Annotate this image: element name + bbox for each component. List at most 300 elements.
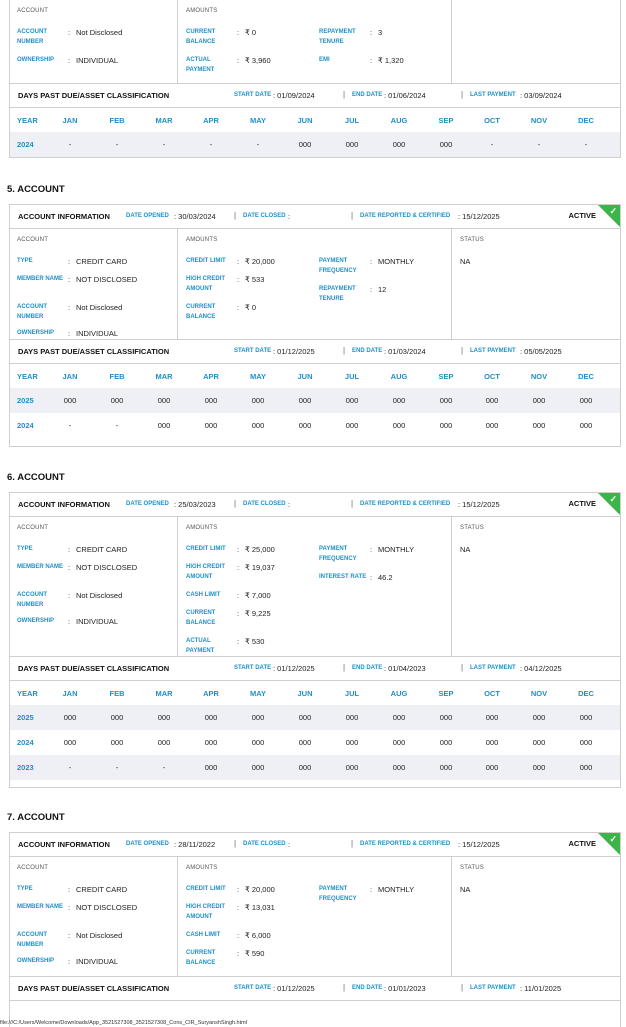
dpd-cell: 000 <box>392 421 406 430</box>
dpd-header-apr: APR <box>203 116 219 125</box>
dpd-cell: 000 <box>392 396 406 405</box>
interest-rate-label: INTEREST RATE <box>319 574 367 580</box>
dpd-cell: 000 <box>345 713 359 722</box>
account-5-title: 5. ACCOUNT <box>7 184 65 195</box>
dpd-cell: 000 <box>204 421 218 430</box>
start-date-label: START DATE <box>234 665 272 671</box>
dpd-grid <box>10 681 620 780</box>
dpd-cell: 000 <box>532 763 546 772</box>
dpd-cell: 000 <box>579 421 593 430</box>
colon: : <box>237 563 240 572</box>
dpd-cell: - <box>115 763 119 772</box>
ownership-value: INDIVIDUAL <box>76 957 119 966</box>
account-4-card <box>9 0 621 158</box>
dpd-header-may: MAY <box>250 372 266 381</box>
type-value: CREDIT CARD <box>76 257 128 266</box>
dpd-header-year: YEAR <box>17 116 38 125</box>
dpd-header-aug: AUG <box>390 689 408 698</box>
date-closed-label: DATE CLOSED <box>243 841 286 847</box>
account-number-label: ACCOUNT NUMBER <box>17 592 47 608</box>
account-7-title: 7. ACCOUNT <box>7 812 65 823</box>
account-number-value: Not Disclosed <box>76 303 123 312</box>
date-reported-value: 15/12/2025 <box>462 500 500 509</box>
status-section-label: STATUS <box>460 237 484 243</box>
dpd-row-2024 <box>10 413 620 438</box>
payment-frequency-value: MONTHLY <box>378 257 415 266</box>
dpd-cell: 000 <box>298 140 312 149</box>
emi-label: EMI <box>319 57 330 63</box>
dpd-row-2024 <box>10 132 620 157</box>
high-credit-value: ₹ 13,031 <box>245 903 275 912</box>
colon: : <box>68 257 71 266</box>
status-column <box>452 0 620 83</box>
dpd-row-2025 <box>10 388 620 413</box>
account-column <box>10 229 178 339</box>
actual-payment-label: ACTUAL PAYMENT <box>186 638 215 654</box>
dpd-header-mar: MAR <box>155 372 173 381</box>
amounts-column <box>178 229 452 339</box>
payment-frequency-label: PAYMENT FREQUENCY <box>319 258 357 274</box>
dpd-year: 2025 <box>17 396 34 405</box>
date-opened-value: 25/03/2023 <box>178 500 216 509</box>
dpd-cell: 000 <box>345 763 359 772</box>
repayment-tenure-label: REPAYMENT TENURE <box>319 29 356 45</box>
account-number-label: ACCOUNT NUMBER <box>17 304 47 320</box>
account-number-value: Not Disclosed <box>76 591 123 600</box>
cash-limit-value: ₹ 6,000 <box>245 931 271 940</box>
last-payment-value: 11/01/2025 <box>524 984 562 993</box>
dpd-cell: 000 <box>345 140 359 149</box>
colon: : <box>237 28 240 37</box>
dpd-cell: 000 <box>345 421 359 430</box>
last-payment-value: 05/05/2025 <box>524 347 562 356</box>
emi-value: ₹ 1,320 <box>378 56 404 65</box>
type-label: TYPE <box>17 258 33 264</box>
type-label: TYPE <box>17 886 33 892</box>
account-section-label: ACCOUNT <box>17 237 49 243</box>
dpd-header-feb: FEB <box>109 116 125 125</box>
dpd-cell: 000 <box>157 713 171 722</box>
dpd-header-jul: JUL <box>344 372 360 381</box>
colon: : <box>68 303 71 312</box>
amounts-column <box>178 517 452 656</box>
date-reported-label: DATE REPORTED & CERTIFIED <box>360 213 451 219</box>
dpd-cell: 000 <box>298 421 312 430</box>
dpd-header-oct: OCT <box>484 689 500 698</box>
dpd-header-mar: MAR <box>155 116 173 125</box>
colon: : <box>68 275 71 284</box>
dpd-year: 2024 <box>17 421 34 430</box>
current-balance-label: CURRENT BALANCE <box>186 29 216 45</box>
credit-limit-label: CREDIT LIMIT <box>186 886 226 892</box>
start-date-value: 01/12/2025 <box>277 664 315 673</box>
dpd-cell: 000 <box>110 396 124 405</box>
end-date-value: 01/01/2023 <box>388 984 426 993</box>
dpd-cell: - <box>490 140 494 149</box>
ownership-value: INDIVIDUAL <box>76 329 119 338</box>
dpd-cell: 000 <box>485 763 499 772</box>
dpd-header-jan: JAN <box>62 372 78 381</box>
dpd-header-may: MAY <box>250 689 266 698</box>
start-date-label: START DATE <box>234 985 272 991</box>
last-payment-value: 03/09/2024 <box>524 91 562 100</box>
account-column <box>10 857 178 976</box>
dpd-grid-header <box>10 364 620 388</box>
colon: : <box>68 617 71 626</box>
dpd-cell: 000 <box>532 396 546 405</box>
colon: : <box>370 56 373 65</box>
dpd-cell: 000 <box>157 421 171 430</box>
repayment-tenure-value: 12 <box>378 285 387 294</box>
dpd-cell: 000 <box>485 738 499 747</box>
high-credit-value: ₹ 19,037 <box>245 563 275 572</box>
type-value: CREDIT CARD <box>76 545 128 554</box>
date-reported-label: DATE REPORTED & CERTIFIED <box>360 501 451 507</box>
dpd-cell: - <box>115 421 119 430</box>
status-value: NA <box>460 885 471 894</box>
date-reported-value: 15/12/2025 <box>462 212 500 221</box>
dpd-header: DAYS PAST DUE/ASSET CLASSIFICATION START DATE : 01/12/2025 | END DATE : 01/03/2024 | LAST PAYMENT : 05/05/2025 <box>10 340 620 364</box>
dpd-cell: 000 <box>110 738 124 747</box>
colon: : <box>370 257 373 266</box>
member-name-value: NOT DISCLOSED <box>76 903 138 912</box>
high-credit-label: HIGH CREDIT AMOUNT <box>186 276 225 292</box>
colon: : <box>237 949 240 958</box>
dpd-header-aug: AUG <box>390 116 408 125</box>
dpd-cell: 000 <box>439 396 453 405</box>
status-section-label: STATUS <box>460 865 484 871</box>
dpd-cell: 000 <box>579 396 593 405</box>
dpd-header-sep: SEP <box>438 689 454 698</box>
high-credit-label: HIGH CREDIT AMOUNT <box>186 904 225 920</box>
repayment-tenure-value: 3 <box>378 28 383 37</box>
date-opened-value: 28/11/2022 <box>178 840 216 849</box>
colon: : <box>68 885 71 894</box>
ownership-label: OWNERSHIP <box>17 330 55 336</box>
type-label: TYPE <box>17 546 33 552</box>
dpd-header-dec: DEC <box>578 116 594 125</box>
dpd-year: 2024 <box>17 140 34 149</box>
amounts-column <box>178 857 452 976</box>
member-name-value: NOT DISCLOSED <box>76 275 138 284</box>
dpd-header-sep: SEP <box>438 116 454 125</box>
dpd-cell: 000 <box>204 763 218 772</box>
account-info-title: ACCOUNT INFORMATION <box>18 840 110 849</box>
credit-limit-label: CREDIT LIMIT <box>186 546 226 552</box>
end-date-label: END DATE <box>352 665 383 671</box>
repayment-tenure-label: REPAYMENT TENURE <box>319 286 356 302</box>
dpd-grid <box>10 108 620 157</box>
dpd-cell: 000 <box>251 421 265 430</box>
dpd-cell: 000 <box>298 763 312 772</box>
date-reported-label: DATE REPORTED & CERTIFIED <box>360 841 451 847</box>
active-badge: ACTIVE <box>568 211 596 220</box>
start-date-value: 01/12/2025 <box>277 347 315 356</box>
dpd-row-2024 <box>10 730 620 755</box>
colon: : <box>68 957 71 966</box>
dpd-cell: 000 <box>485 396 499 405</box>
colon: : <box>68 329 71 338</box>
end-date-label: END DATE <box>352 348 383 354</box>
colon: : <box>370 885 373 894</box>
member-name-label: MEMBER NAME <box>17 564 63 570</box>
colon: : <box>237 637 240 646</box>
end-date-label: END DATE <box>352 985 383 991</box>
account-6-card <box>9 492 621 788</box>
date-opened-label: DATE OPENED <box>126 501 169 507</box>
dpd-title: DAYS PAST DUE/ASSET CLASSIFICATION <box>18 984 170 993</box>
dpd-cell: 000 <box>298 396 312 405</box>
dpd-title: DAYS PAST DUE/ASSET CLASSIFICATION <box>18 91 170 100</box>
dpd-cell: 000 <box>485 421 499 430</box>
payment-frequency-value: MONTHLY <box>378 885 415 894</box>
dpd-cell: - <box>584 140 588 149</box>
end-date-value: 01/04/2023 <box>388 664 426 673</box>
account-6-details <box>10 517 620 657</box>
dpd-year: 2025 <box>17 713 34 722</box>
colon: : <box>68 591 71 600</box>
status-column <box>452 857 620 976</box>
account-column <box>10 517 178 656</box>
member-name-value: NOT DISCLOSED <box>76 563 138 572</box>
dpd-cell: 000 <box>439 713 453 722</box>
ownership-label: OWNERSHIP <box>17 57 55 63</box>
dpd-cell: 000 <box>392 763 406 772</box>
dpd-cell: 000 <box>251 713 265 722</box>
dpd-header-may: MAY <box>250 116 266 125</box>
dpd-grid-header <box>10 108 620 132</box>
dpd-cell: 000 <box>63 713 77 722</box>
dpd-cell: 000 <box>204 738 218 747</box>
colon: : <box>237 591 240 600</box>
dpd-cell: 000 <box>485 713 499 722</box>
dpd-cell: 000 <box>298 738 312 747</box>
start-date-value: 01/12/2025 <box>277 984 315 993</box>
colon: : <box>68 56 71 65</box>
cash-limit-label: CASH LIMIT <box>186 592 221 598</box>
credit-limit-value: ₹ 20,000 <box>245 885 275 894</box>
colon: : <box>237 609 240 618</box>
dpd-header-oct: OCT <box>484 116 500 125</box>
dpd-cell: - <box>68 140 72 149</box>
colon: : <box>237 885 240 894</box>
last-payment-label: LAST PAYMENT <box>470 665 516 671</box>
dpd-header-aug: AUG <box>390 372 408 381</box>
dpd-cell: 000 <box>392 713 406 722</box>
dpd-cell: 000 <box>345 396 359 405</box>
cash-limit-value: ₹ 7,000 <box>245 591 271 600</box>
account-number-value: Not Disclosed <box>76 931 123 940</box>
dpd-title: DAYS PAST DUE/ASSET CLASSIFICATION <box>18 347 170 356</box>
current-balance-label: CURRENT BALANCE <box>186 950 216 966</box>
account-info-header: ACCOUNT INFORMATION DATE OPENED : 30/03/2024 | DATE CLOSED : | DATE REPORTED & CERTIFIED : 15/12/2025 ACTIVE ✓ <box>10 205 620 229</box>
browser-footer-url: file:///C:/Users/Welcome/Downloads/App_3521527308_3521527308_Cons_CIR_SuryanshSingh.html <box>0 1020 247 1026</box>
dpd-cell: 000 <box>392 738 406 747</box>
start-date-label: START DATE <box>234 92 272 98</box>
dpd-header-sep: SEP <box>438 372 454 381</box>
colon: : <box>68 545 71 554</box>
current-balance-value: ₹ 0 <box>245 28 257 37</box>
account-number-value: Not Disclosed <box>76 28 123 37</box>
account-section-label: ACCOUNT <box>17 8 49 14</box>
account-number-label: ACCOUNT NUMBER <box>17 29 47 45</box>
dpd-cell: - <box>162 763 166 772</box>
colon: : <box>237 303 240 312</box>
payment-frequency-label: PAYMENT FREQUENCY <box>319 886 357 902</box>
ownership-value: INDIVIDUAL <box>76 617 119 626</box>
colon: : <box>370 545 373 554</box>
account-info-header: ACCOUNT INFORMATION DATE OPENED : 25/03/2023 | DATE CLOSED : | DATE REPORTED & CERTIFIED : 15/12/2025 ACTIVE ✓ <box>10 493 620 517</box>
dpd-cell: 000 <box>439 140 453 149</box>
dpd-cell: 000 <box>532 421 546 430</box>
account-number-label: ACCOUNT NUMBER <box>17 932 47 948</box>
member-name-label: MEMBER NAME <box>17 904 63 910</box>
colon: : <box>68 931 71 940</box>
colon: : <box>237 56 240 65</box>
start-date-value: 01/09/2024 <box>277 91 315 100</box>
dpd-cell: 000 <box>579 763 593 772</box>
ownership-label: OWNERSHIP <box>17 618 55 624</box>
colon: : <box>68 563 71 572</box>
colon: : <box>370 28 373 37</box>
dpd-cell: 000 <box>157 738 171 747</box>
status-section-label: STATUS <box>460 525 484 531</box>
account-7-card <box>9 832 621 1027</box>
dpd-header-mar: MAR <box>155 689 173 698</box>
dpd-year: 2024 <box>17 738 34 747</box>
dpd-cell: 000 <box>439 421 453 430</box>
check-icon: ✓ <box>609 834 617 844</box>
colon: : <box>237 257 240 266</box>
dpd-header-apr: APR <box>203 689 219 698</box>
last-payment-label: LAST PAYMENT <box>470 92 516 98</box>
dpd-cell: 000 <box>579 738 593 747</box>
dpd-cell: - <box>115 140 119 149</box>
cash-limit-label: CASH LIMIT <box>186 932 221 938</box>
account-6-title: 6. ACCOUNT <box>7 472 65 483</box>
dpd-cell: 000 <box>110 713 124 722</box>
high-credit-value: ₹ 533 <box>245 275 265 284</box>
dpd-cell: - <box>256 140 260 149</box>
dpd-header-nov: NOV <box>530 689 548 698</box>
date-closed-label: DATE CLOSED <box>243 213 286 219</box>
credit-limit-value: ₹ 20,000 <box>245 257 275 266</box>
account-4-details <box>10 0 620 84</box>
amounts-section-label: AMOUNTS <box>186 865 218 871</box>
colon: : <box>237 903 240 912</box>
dpd-year: 2023 <box>17 763 34 772</box>
dpd-grid <box>10 364 620 438</box>
dpd-cell: 000 <box>157 396 171 405</box>
dpd-title: DAYS PAST DUE/ASSET CLASSIFICATION <box>18 664 170 673</box>
last-payment-label: LAST PAYMENT <box>470 985 516 991</box>
payment-frequency-value: MONTHLY <box>378 545 415 554</box>
dpd-cell: 000 <box>251 763 265 772</box>
dpd-cell: - <box>68 763 72 772</box>
account-5-details <box>10 229 620 340</box>
date-closed-label: DATE CLOSED <box>243 501 286 507</box>
account-column <box>10 0 178 83</box>
credit-limit-label: CREDIT LIMIT <box>186 258 226 264</box>
end-date-value: 01/03/2024 <box>388 347 426 356</box>
dpd-header-dec: DEC <box>578 689 594 698</box>
member-name-label: MEMBER NAME <box>17 276 63 282</box>
current-balance-value: ₹ 9,225 <box>245 609 271 618</box>
dpd-header-jan: JAN <box>62 689 78 698</box>
credit-limit-value: ₹ 25,000 <box>245 545 275 554</box>
check-icon: ✓ <box>609 206 617 216</box>
account-section-label: ACCOUNT <box>17 865 49 871</box>
colon: : <box>68 28 71 37</box>
dpd-header-feb: FEB <box>109 689 125 698</box>
end-date-label: END DATE <box>352 92 383 98</box>
dpd-grid-header <box>10 681 620 705</box>
amounts-section-label: AMOUNTS <box>186 525 218 531</box>
last-payment-label: LAST PAYMENT <box>470 348 516 354</box>
dpd-header-dec: DEC <box>578 372 594 381</box>
dpd-header-jul: JUL <box>344 116 360 125</box>
dpd-cell: 000 <box>345 738 359 747</box>
colon: : <box>370 285 373 294</box>
start-date-label: START DATE <box>234 348 272 354</box>
status-value: NA <box>460 545 471 554</box>
dpd-cell: 000 <box>392 140 406 149</box>
dpd-header-year: YEAR <box>17 372 38 381</box>
dpd-row-2023 <box>10 755 620 780</box>
high-credit-label: HIGH CREDIT AMOUNT <box>186 564 225 580</box>
colon: : <box>68 903 71 912</box>
actual-payment-label: ACTUAL PAYMENT <box>186 57 215 73</box>
account-info-title: ACCOUNT INFORMATION <box>18 212 110 221</box>
dpd-header-nov: NOV <box>530 372 548 381</box>
status-column <box>452 517 620 656</box>
dpd-cell: 000 <box>579 713 593 722</box>
active-badge: ACTIVE <box>568 839 596 848</box>
dpd-cell: 000 <box>439 763 453 772</box>
amounts-section-label: AMOUNTS <box>186 237 218 243</box>
dpd-cell: 000 <box>63 738 77 747</box>
dpd-header-nov: NOV <box>530 116 548 125</box>
dpd-cell: - <box>162 140 166 149</box>
active-badge: ACTIVE <box>568 499 596 508</box>
dpd-header-oct: OCT <box>484 372 500 381</box>
account-info-header: ACCOUNT INFORMATION DATE OPENED : 28/11/2022 | DATE CLOSED : | DATE REPORTED & CERTIFIED : 15/12/2025 ACTIVE ✓ <box>10 833 620 857</box>
dpd-cell: - <box>68 421 72 430</box>
date-opened-value: 30/03/2024 <box>178 212 216 221</box>
dpd-header-jun: JUN <box>297 372 313 381</box>
amounts-column <box>178 0 452 83</box>
current-balance-label: CURRENT BALANCE <box>186 304 216 320</box>
dpd-header: DAYS PAST DUE/ASSET CLASSIFICATION START DATE : 01/12/2025 | END DATE : 01/04/2023 | LAST PAYMENT : 04/12/2025 <box>10 657 620 681</box>
current-balance-value: ₹ 0 <box>245 303 257 312</box>
end-date-value: 01/06/2024 <box>388 91 426 100</box>
dpd-cell: - <box>209 140 213 149</box>
payment-frequency-label: PAYMENT FREQUENCY <box>319 546 357 562</box>
dpd-cell: 000 <box>439 738 453 747</box>
colon: : <box>237 931 240 940</box>
date-opened-label: DATE OPENED <box>126 213 169 219</box>
dpd-header: DAYS PAST DUE/ASSET CLASSIFICATION START DATE : 01/09/2024 | END DATE : 01/06/2024 | LAST PAYMENT : 03/09/2024 <box>10 84 620 108</box>
colon: : <box>237 545 240 554</box>
dpd-header-jun: JUN <box>297 689 313 698</box>
account-5-card <box>9 204 621 447</box>
status-column <box>452 229 620 339</box>
last-payment-value: 04/12/2025 <box>524 664 562 673</box>
date-opened-label: DATE OPENED <box>126 841 169 847</box>
dpd-cell: 000 <box>63 396 77 405</box>
actual-payment-value: ₹ 3,960 <box>245 56 271 65</box>
colon: : <box>370 573 373 582</box>
